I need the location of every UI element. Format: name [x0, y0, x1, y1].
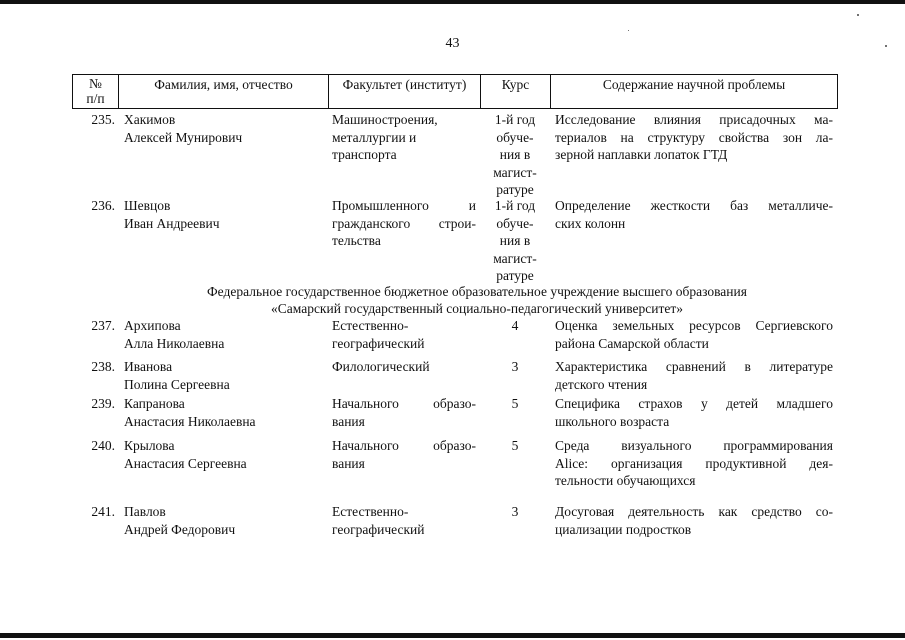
research-problem	[555, 111, 833, 164]
problem-line: зерной наплавки лопаток ГТД	[555, 147, 728, 162]
faculty	[332, 358, 476, 376]
problem-line: Оценка земельных ресурсов Сергиевского	[555, 318, 833, 333]
header-num-line: №	[89, 76, 102, 91]
name-line: Анастасия Николаевна	[124, 413, 256, 429]
problem-line: ских колонн	[555, 215, 626, 231]
faculty	[332, 503, 476, 538]
problem-line: Характеристика сравнений в литературе	[555, 359, 833, 374]
problem-line: Среда визуального программирования	[555, 438, 833, 453]
name-line: Павлов	[124, 504, 166, 519]
problem-line: школьного возраста	[555, 413, 670, 429]
problem-line: детского чтения	[555, 376, 648, 392]
name-line: Архипова	[124, 318, 181, 333]
course-line: обуче-	[496, 129, 534, 145]
page-number: 43	[445, 36, 460, 51]
course-line: магист-	[493, 250, 537, 266]
header-kurs: Курс	[481, 75, 551, 108]
faculty-line: Начального образо-	[332, 438, 476, 453]
course-line: магист-	[493, 164, 537, 180]
student-name	[124, 317, 324, 352]
student-name	[124, 358, 324, 393]
institution-heading-line: Федеральное государственное бюджетное образовательное учреждение высшего образования	[207, 284, 747, 299]
problem-line: териалов на структуру свойства зон ла-	[555, 129, 833, 145]
problem-line: циализации подростков	[555, 521, 692, 537]
course	[485, 111, 545, 199]
faculty-line: Естественно-	[332, 318, 409, 333]
course-line: ратуре	[496, 182, 534, 197]
name-line: Анастасия Сергеевна	[124, 455, 247, 471]
faculty-line: Машиностроения,	[332, 112, 438, 127]
faculty-line: металлургии и	[332, 129, 417, 145]
scan-speck	[628, 30, 629, 31]
institution-heading	[72, 283, 882, 317]
name-line: Капранова	[124, 396, 185, 411]
research-problem	[555, 358, 833, 393]
scan-speck	[857, 14, 859, 16]
problem-line: Определение жесткости баз металличе-	[555, 198, 833, 213]
problem-line: Специфика страхов у детей младшего	[555, 396, 833, 411]
course: 4	[511, 318, 519, 333]
problem-line: Alice: организация продуктивной дея-	[555, 455, 833, 471]
course-line: 1-й год	[494, 198, 536, 213]
student-name	[124, 503, 324, 538]
faculty-line: вания	[332, 455, 365, 471]
research-problem	[555, 437, 833, 490]
research-problem	[555, 197, 833, 232]
faculty-line: Начального образо-	[332, 396, 476, 411]
research-problem	[555, 317, 833, 352]
research-problem	[555, 503, 833, 538]
faculty-line: вания	[332, 413, 365, 429]
course	[485, 197, 545, 285]
name-line: Шевцов	[124, 198, 171, 213]
table-header	[72, 74, 838, 109]
name-line: Крылова	[124, 438, 175, 453]
faculty-line: географический	[332, 521, 425, 537]
student-name	[124, 437, 324, 472]
header-faculty: Факультет (институт)	[329, 75, 481, 108]
scan-bottom-border	[0, 633, 905, 638]
research-problem	[555, 395, 833, 430]
course-line: ния в	[499, 233, 531, 248]
row-number: 238.	[91, 359, 115, 374]
course-line: ния в	[499, 147, 531, 162]
faculty-line: тельства	[332, 233, 381, 248]
course: 3	[511, 359, 519, 374]
faculty	[332, 395, 476, 430]
course: 5	[511, 438, 519, 453]
course: 5	[511, 396, 519, 411]
problem-line: Досуговая деятельность как средство со-	[555, 504, 833, 519]
faculty	[332, 197, 476, 250]
faculty-line: гражданского строи-	[332, 215, 476, 231]
header-problem: Содержание научной проблемы	[602, 77, 786, 92]
row-number: 240.	[91, 438, 115, 453]
name-line: Полина Сергеевна	[124, 376, 230, 392]
faculty	[332, 437, 476, 472]
name-line: Хакимов	[124, 112, 176, 127]
course-line: обуче-	[496, 215, 534, 231]
course: 3	[511, 504, 519, 519]
header-name: Фамилия, имя, отчество	[119, 75, 329, 108]
row-number: 235.	[91, 112, 115, 127]
faculty-line: Филологический	[332, 359, 430, 374]
faculty	[332, 111, 476, 164]
name-line: Андрей Федорович	[124, 521, 236, 537]
course-line: ратуре	[496, 268, 534, 283]
name-line: Алексей Мунирович	[124, 129, 243, 145]
course-line: 1-й год	[494, 112, 536, 127]
row-number: 236.	[91, 198, 115, 213]
student-name	[124, 111, 324, 146]
name-line: Иванова	[124, 359, 173, 374]
faculty-line: Естественно-	[332, 504, 409, 519]
row-number: 241.	[91, 504, 115, 519]
faculty-line: Промышленного и	[332, 198, 476, 213]
student-name	[124, 197, 324, 232]
name-line: Иван Андреевич	[124, 215, 220, 231]
row-number: 237.	[91, 318, 115, 333]
row-number: 239.	[91, 396, 115, 411]
student-name	[124, 395, 324, 430]
scan-top-border	[0, 0, 905, 4]
header-num	[73, 75, 119, 108]
faculty-line: географический	[332, 335, 425, 351]
faculty	[332, 317, 476, 352]
name-line: Алла Николаевна	[124, 335, 225, 351]
institution-heading-line: «Самарский государственный социально-педагогический университет»	[271, 301, 683, 316]
problem-line: Исследование влияния присадочных ма-	[555, 112, 833, 127]
problem-line: района Самарской области	[555, 335, 709, 351]
header-num-line: п/п	[86, 91, 105, 106]
faculty-line: транспорта	[332, 147, 397, 162]
problem-line: тельности обучающихся	[555, 473, 696, 488]
